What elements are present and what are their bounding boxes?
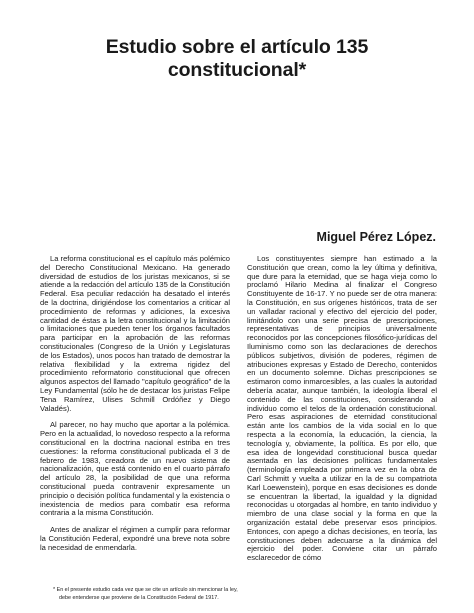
footnote-line-2: debe entenderse que proviene de la Constitución Federal de 1917. — [59, 595, 219, 601]
right-column — [247, 255, 437, 563]
left-paragraph-3: Antes de analizar el régimen a cumplir para reformar la Constitución Federal, expondré una breve nota sobre la necesidad de enmendarla. — [40, 525, 230, 552]
left-column — [40, 255, 230, 553]
title-line-1: Estudio sobre el artículo 135 — [105, 36, 369, 58]
title-line-2: constitucional* — [167, 59, 307, 81]
paper-title — [0, 36, 474, 82]
author-name: Miguel Pérez López. — [316, 230, 436, 244]
left-paragraph-1: La reforma constitucional es el capítulo más polémico del Derecho Constitucional Mexicano. Ha generado diversidad de estudios de los juristas mexicanos, si se atiende a la redacción del artículo 135 de la Constitución Federal. Esa peculiar redacción ha desatado el interés de la doctrina, dirigiéndose los comentarios a criticar al procedimiento de reformas y adiciones, la excesiva cantidad de éstas a la letra constitucional y la limitación o limitaciones que pueden tener los órganos facultados para participar en la aprobación de las reformas constitucionales (Congreso de la Unión y Legislaturas de los Estados), unos pocos han tratado de demostrar la relativa flexibilidad y la extrema rigidez del procedimiento reformatorio constitucional que ofrecen algunos aspectos del llamado "capítulo geográfico" de la Ley Fundamental (sólo he de destacar los juristas Felipe Tena Ramírez, Ulises Schmill Ordóñez y Diego Valadés). — [40, 254, 230, 413]
right-paragraph-1: Los constituyentes siempre han estimado a la Constitución que crean, como la ley última y definitiva, que dure para la eternidad, que se haga vieja como lo proclamó Hilario Medina al finalizar el Congreso Constituyente de 16-17. Y no puede ser de otra manera: la Constitución, en sus orígenes históricos, trata de ser un valladar racional y efectivo del ejercicio del poder, limitándolo con una serie precisa de prescripciones, representativas de principios universalmente reconocidos por las concepciones filosófico-jurídicas del Iluminismo como son las declaraciones de derechos públicos subjetivos, división de poderes, régimen de atribuciones expresas y Estado de Derecho, contenidos en un documento solemne. Dichas prescripciones se estimaron como inmarcesibles, a las cuales la autoridad debería acatar, aunque también, la ideología liberal el contenido de las constituciones, considerando al individuo como el telos de la ordenación constitucional. Pero esas aspiraciones de eternidad constitucional están ante los cambios de la vida social en lo que respecta a la economía, la educación, la ciencia, la tecnología y, obviamente, la política. Es por ello, que esa idea de longevidad constitucional busca quedar asentada en las decisiones políticas fundamentales (terminología empleada por primera vez en la obra de Carl Schmitt y vuelta a utilizar en la de su compatriota Karl Loewenstein), porque en esas decisiones es donde se encuentran la libertad, la igualdad y la dignidad reconocidas u otorgadas al hombre, en tanto individuo y miembro de una clase social y la forma en que la organización estatal debe preservar esos principios. Entonces, con apego a dichas decisiones, en teoría, las constituciones deben adecuarse a la dinámica del ejercicio del poder. Conviene citar un párrafo esclarecedor de cómo — [247, 254, 437, 563]
left-paragraph-2: Al parecer, no hay mucho que aportar a la polémica. Pero en la actualidad, lo novedoso respecto a la reforma constitucional en la doctrina nacional estriba en tres cuestiones: la reforma constitucional publicada el 3 de febrero de 1983, creadora de un nuevo sistema de nacionalización, que está contenido en el cuarto párrafo del artículo 28, la posibilidad de que una reforma constitucional pueda contravenir expresamente un principio o decisión política fundamental y la existencia o inexistencia de medios para combatir esa reforma contraria a la misma Constitución. — [40, 420, 230, 518]
footnote — [53, 586, 238, 602]
footnote-line-1: * En el presente estudio cada vez que se cite un artículo sin mencionar la ley, — [53, 587, 238, 593]
